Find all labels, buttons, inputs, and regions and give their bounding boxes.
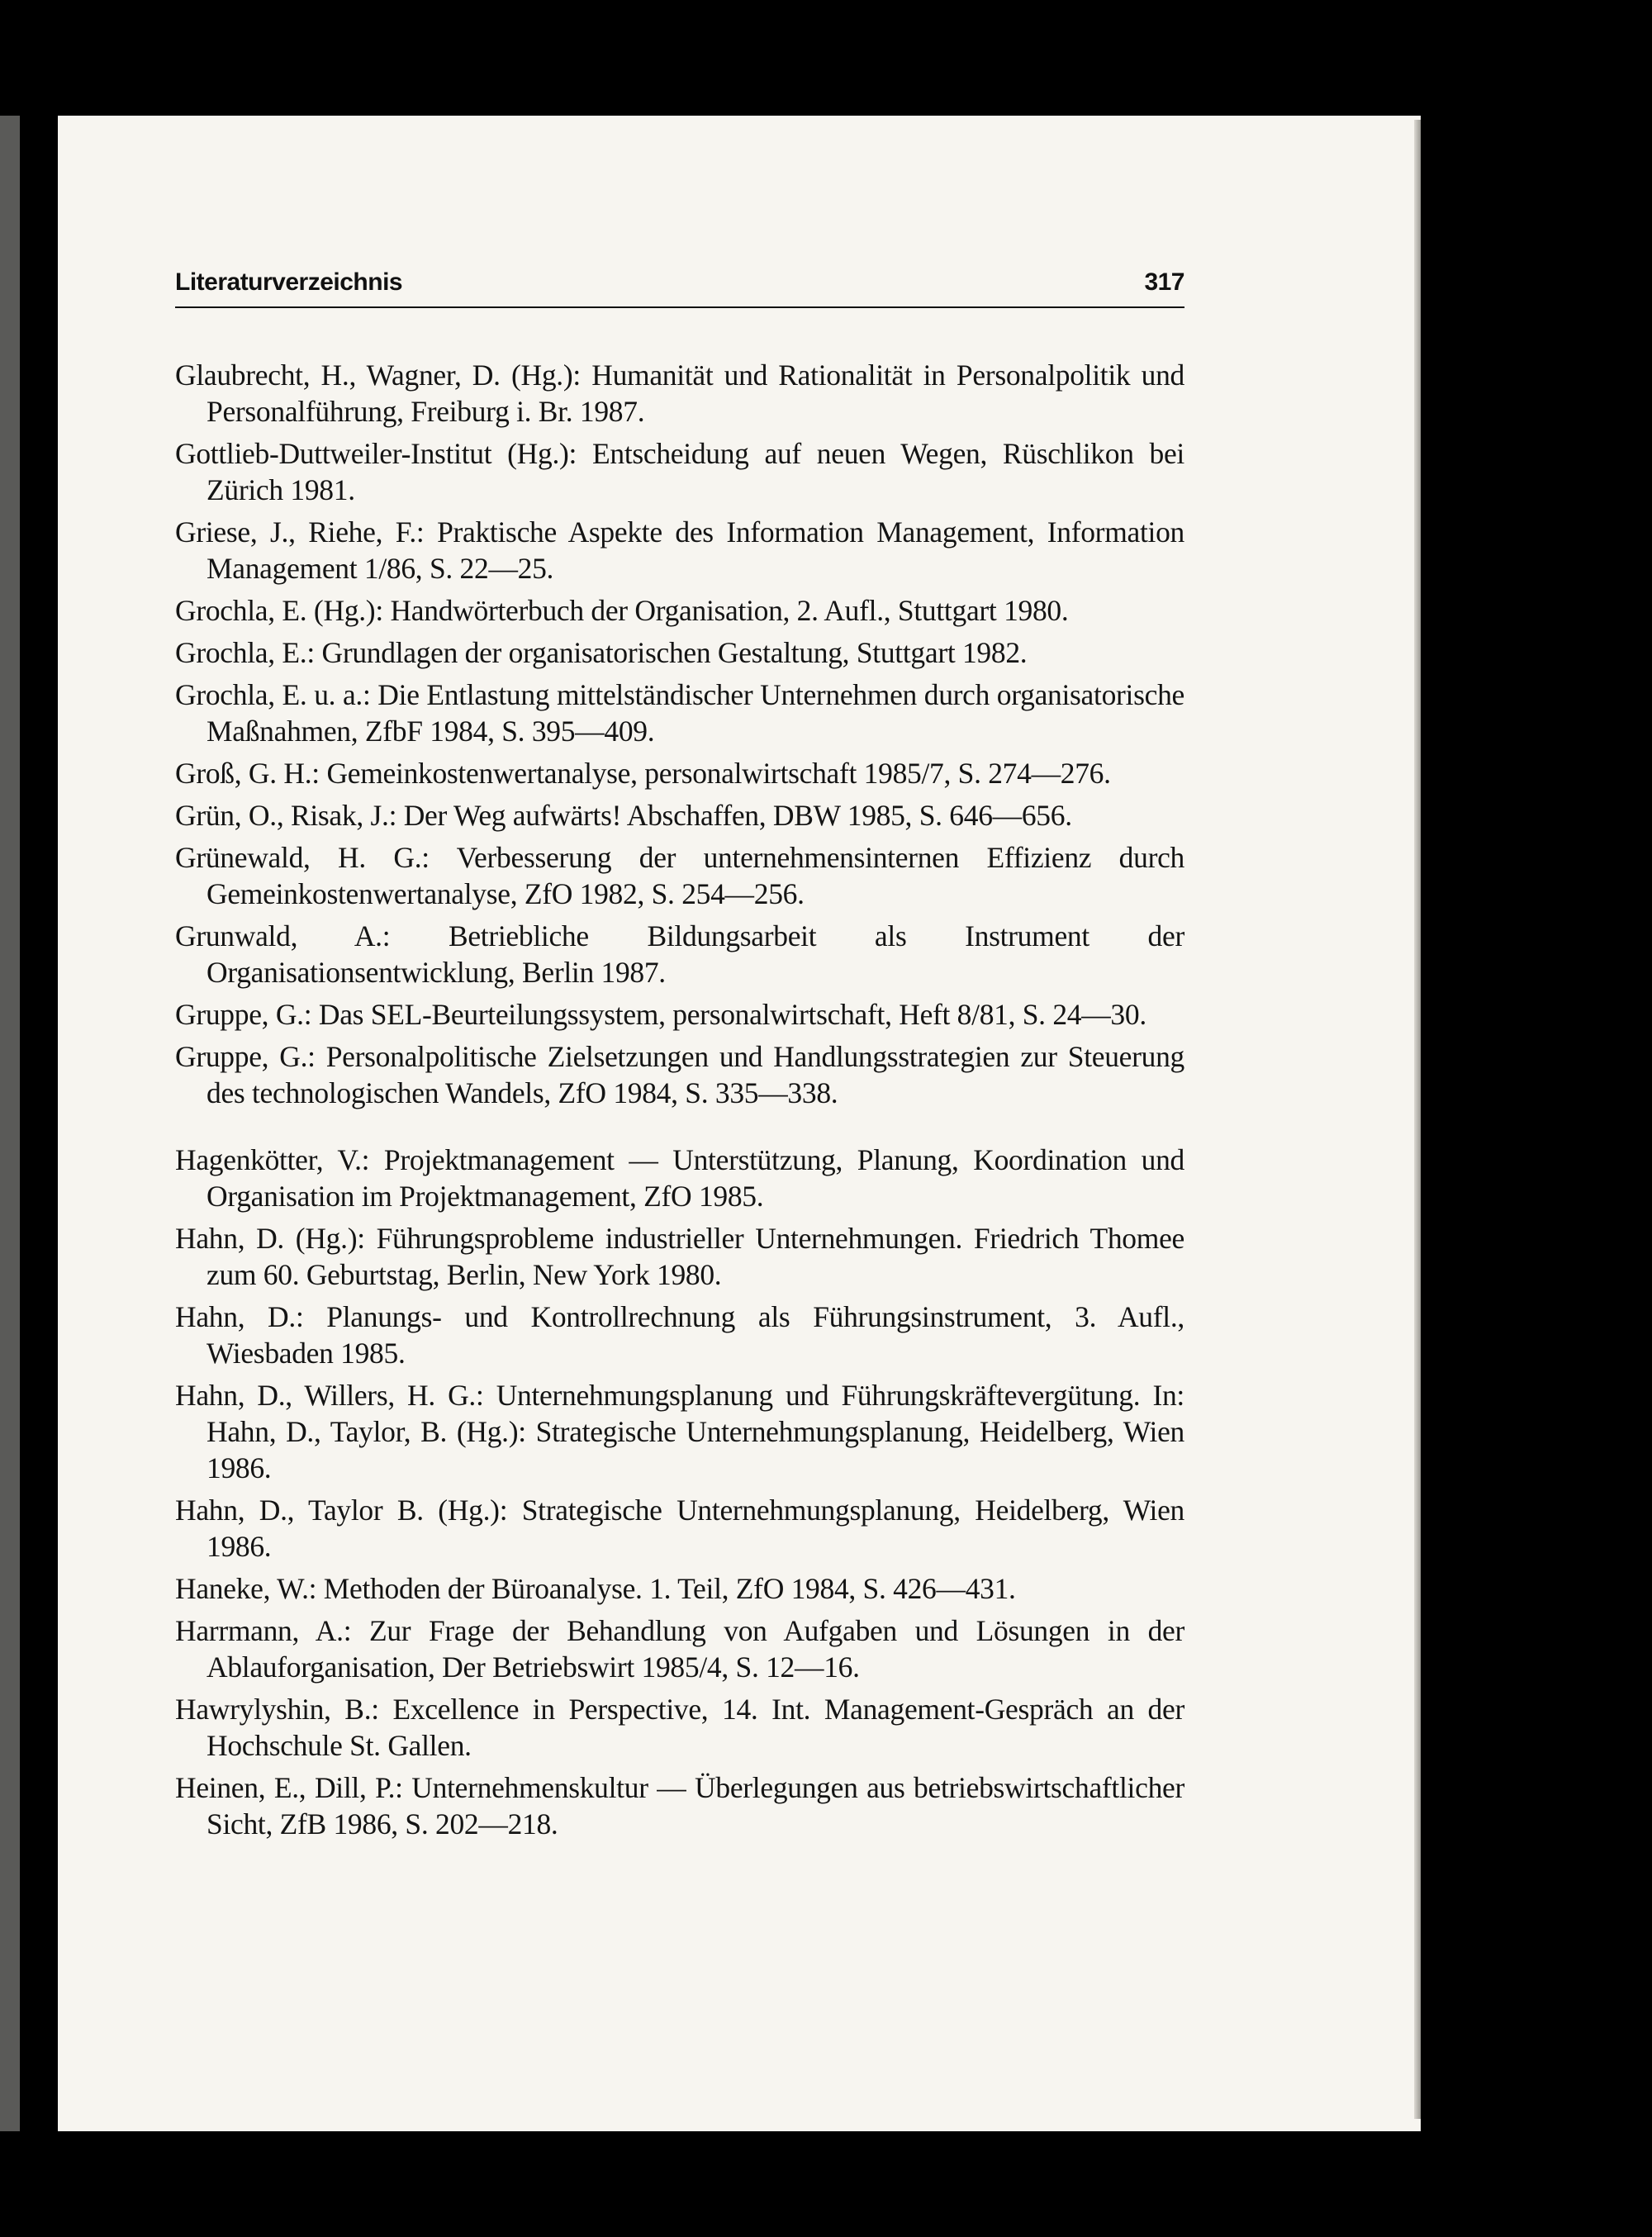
bibliography-entry: Gottlieb-Duttweiler-Institut (Hg.): Entscheidung auf neuen Wegen, Rüschlikon bei Zürich 1981. [175, 437, 1184, 506]
bibliography-entry: Grochla, E. u. a.: Die Entlastung mittelständischer Unternehmen durch organisatorische Maßnahmen, ZfbF 1984, S. 395—409. [175, 678, 1184, 748]
bibliography-entry: Griese, J., Riehe, F.: Praktische Aspekte des Information Management, Information Management 1/86, S. 22—25. [175, 515, 1184, 585]
bibliography-entry: Glaubrecht, H., Wagner, D. (Hg.): Humanität und Rationalität in Personalpolitik und Personalführung, Freiburg i. Br. 1987. [175, 359, 1184, 428]
bibliography-entry: Hahn, D. (Hg.): Führungsprobleme industrieller Unternehmungen. Friedrich Thomee zum 60. Geburtstag, Berlin, New York 1980. [175, 1222, 1184, 1291]
bibliography-entry: Grünewald, H. G.: Verbesserung der unternehmensinternen Effizienz durch Gemeinkostenwertanalyse, ZfO 1982, S. 254—256. [175, 841, 1184, 910]
bibliography-entry: Gruppe, G.: Personalpolitische Zielsetzungen und Handlungsstrategien zur Steuerung des technologischen Wandels, ZfO 1984, S. 335—338. [175, 1040, 1184, 1109]
running-head [175, 268, 1184, 308]
bibliography-entry: Hahn, D.: Planungs- und Kontrollrechnung als Führungsinstrument, 3. Aufl., Wiesbaden 1985. [175, 1300, 1184, 1370]
bibliography-entry: Hahn, D., Willers, H. G.: Unternehmungsplanung und Führungskräftevergütung. In: Hahn, D., Taylor, B. (Hg.): Strategische Unternehmungsplanung, Heidelberg, Wien 1986. [175, 1379, 1184, 1484]
bibliography-entry: Gruppe, G.: Das SEL-Beurteilungssystem, personalwirtschaft, Heft 8/81, S. 24—30. [175, 998, 1146, 1031]
bibliography-entry: Heinen, E., Dill, P.: Unternehmenskultur — Überlegungen aus betriebswirtschaftlicher Sicht, ZfB 1986, S. 202—218. [175, 1771, 1184, 1840]
bibliography-entry: Hawrylyshin, B.: Excellence in Perspective, 14. Int. Management-Gespräch an der Hochschule St. Gallen. [175, 1693, 1184, 1762]
bibliography-entry: Grunwald, A.: Betriebliche Bildungsarbeit als Instrument der Organisationsentwicklung, Berlin 1987. [175, 919, 1184, 989]
bibliography-entry: Hahn, D., Taylor B. (Hg.): Strategische Unternehmungsplanung, Heidelberg, Wien 1986. [175, 1494, 1184, 1563]
letter-section-gap [175, 1117, 1184, 1142]
bibliography-entry: Haneke, W.: Methoden der Büroanalyse. 1. Teil, ZfO 1984, S. 426—431. [175, 1572, 1016, 1605]
page-edge-right [1414, 120, 1421, 2119]
bibliography-entry: Groß, G. H.: Gemeinkostenwertanalyse, personalwirtschaft 1985/7, S. 274—276. [175, 757, 1111, 790]
page-number: 317 [1144, 268, 1184, 296]
scan-edge-left [0, 116, 20, 2131]
bibliography-entry: Grochla, E.: Grundlagen der organisatorischen Gestaltung, Stuttgart 1982. [175, 636, 1028, 669]
bibliography-entry: Hagenkötter, V.: Projektmanagement — Unterstützung, Planung, Koordination und Organisation im Projektmanagement, ZfO 1985. [175, 1143, 1184, 1213]
bibliography-entry: Harrmann, A.: Zur Frage der Behandlung von Aufgaben und Lösungen in der Ablauforganisation, Der Betriebswirt 1985/4, S. 12—16. [175, 1614, 1184, 1684]
bibliography-list [175, 357, 1184, 1848]
bibliography-entry: Grün, O., Risak, J.: Der Weg aufwärts! Abschaffen, DBW 1985, S. 646—656. [175, 799, 1072, 832]
section-title: Literaturverzeichnis [175, 268, 403, 296]
bibliography-entry: Grochla, E. (Hg.): Handwörterbuch der Organisation, 2. Aufl., Stuttgart 1980. [175, 594, 1069, 627]
